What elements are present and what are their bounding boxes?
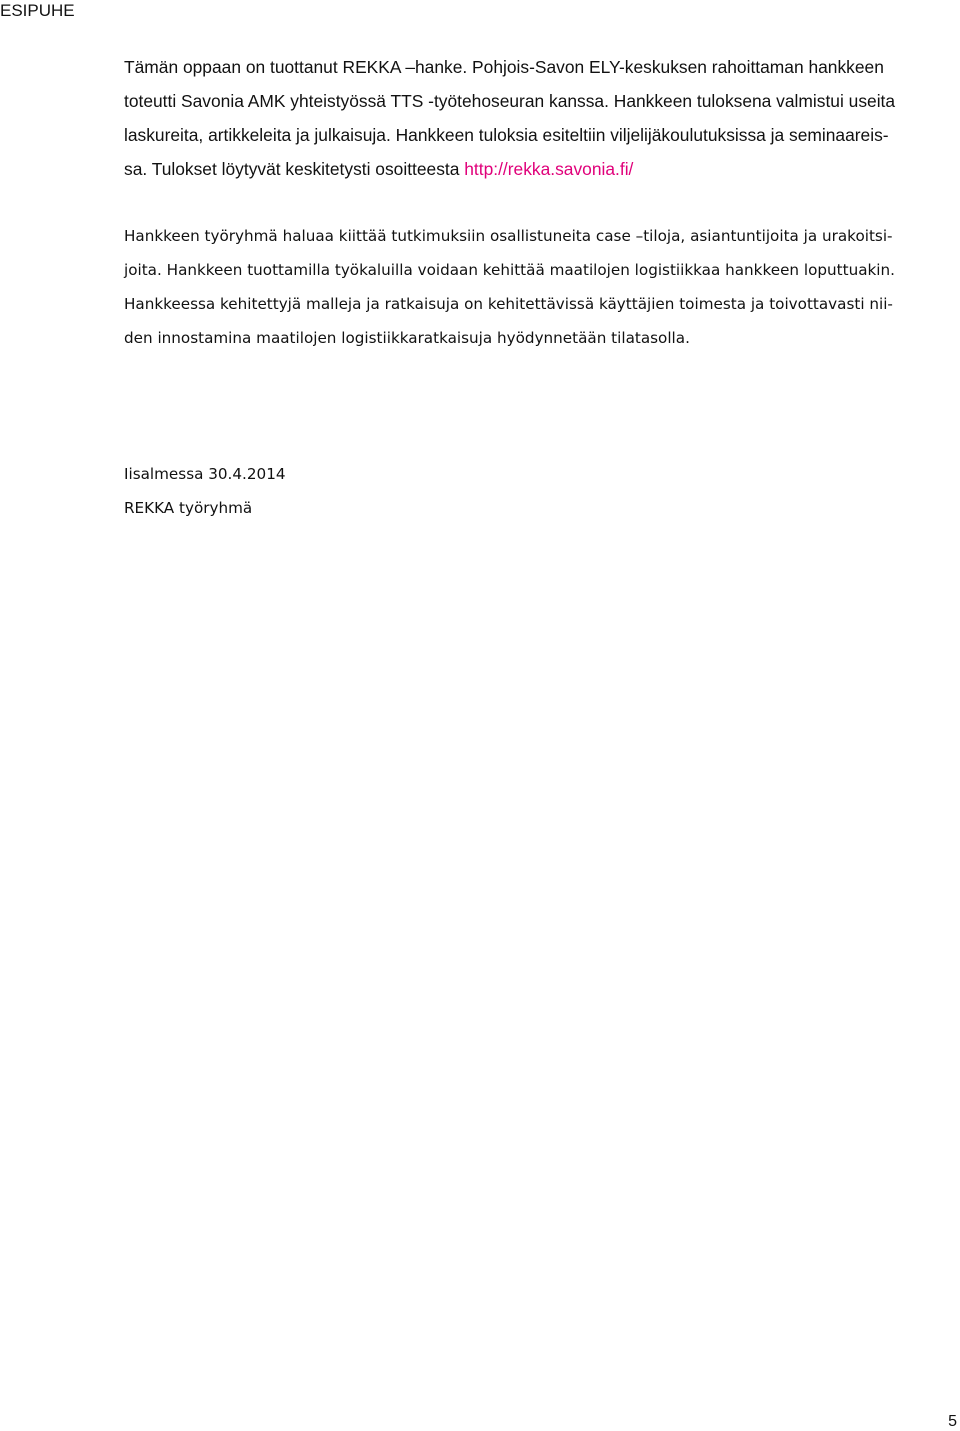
- intro-line-4-text: sa. Tulokset löytyvät keskitetysti osoitteesta: [124, 159, 465, 179]
- thanks-line-4: den innostamina maatilojen logistiikkaratkaisuja hyödynnetään tilatasolla.: [124, 329, 690, 347]
- thanks-paragraph: [124, 219, 895, 355]
- signature-author: REKKA työryhmä: [124, 499, 253, 517]
- intro-line-2: toteutti Savonia AMK yhteistyössä TTS -työtehoseuran kanssa. Hankkeen tuloksena valmistui useita: [124, 91, 896, 111]
- intro-paragraph: [124, 50, 895, 186]
- project-website-link[interactable]: http://rekka.savonia.fi/: [464, 159, 634, 179]
- thanks-line-3: Hankkeessa kehitettyjä malleja ja ratkaisuja on kehitettävissä käyttäjien toimesta ja toivottavasti nii-: [124, 295, 893, 313]
- signature-block: [124, 457, 286, 525]
- intro-line-3: laskureita, artikkeleita ja julkaisuja. Hankkeen tuloksia esiteltiin viljelijäkoulutuksissa ja seminaareis-: [124, 125, 889, 145]
- signature-place-date: Iisalmessa 30.4.2014: [124, 465, 286, 483]
- page-title: ESIPUHE: [0, 1, 75, 20]
- thanks-line-1: Hankkeen työryhmä haluaa kiittää tutkimuksiin osallistuneita case –tiloja, asiantuntijoita ja urakoitsi-: [124, 227, 893, 245]
- intro-line-1: Tämän oppaan on tuottanut REKKA –hanke. Pohjois-Savon ELY-keskuksen rahoittaman hankkeen: [124, 57, 884, 77]
- thanks-line-2: joita. Hankkeen tuottamilla työkaluilla voidaan kehittää maatilojen logistiikkaa hankkeen loputtuakin.: [124, 261, 895, 279]
- intro-line-4: [124, 152, 895, 186]
- page-number: 5: [948, 1413, 957, 1430]
